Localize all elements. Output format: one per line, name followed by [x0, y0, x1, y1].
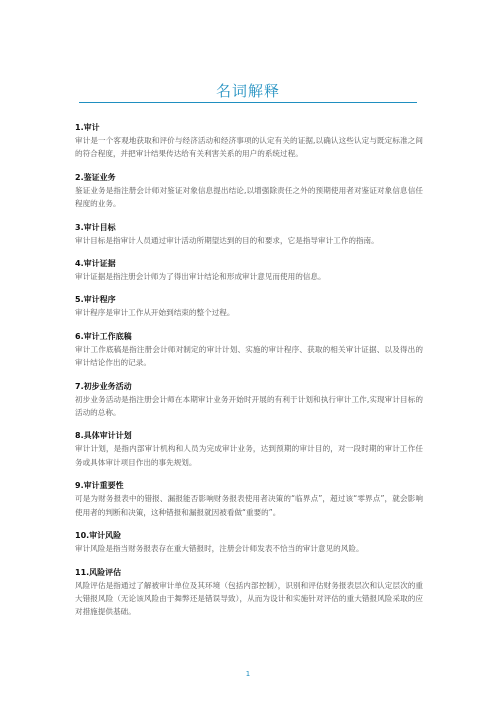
entry-definition: 可是为财务报表中的错报、漏报能否影响财务报表使用者决策的“临界点”，超过该“零界点”，就会影响使用者的判断和决策，这种错报和漏报就因被看做“重要的”。: [75, 494, 423, 517]
entry-term: 1.审计: [75, 123, 100, 132]
title-underline: [79, 102, 417, 103]
entry-definition: 审计是一个客观地获取和评价与经济活动和经济事项的认定有关的证据,以确认这些认定与既定标准之间的符合程度，并把审计结果传达给有关利害关系的用户的系统过程。: [75, 136, 423, 159]
glossary-entry: [75, 172, 423, 211]
glossary-list: [75, 122, 423, 630]
entry-definition: 审计程序是审计工作从开始到结束的整个过程。: [75, 308, 235, 318]
page-number: 1: [245, 670, 251, 678]
entry-term: 4.审计证据: [75, 259, 116, 269]
glossary-entry: [75, 258, 423, 283]
entry-term: 11.风险评估: [75, 567, 122, 577]
glossary-entry: [75, 331, 423, 370]
glossary-entry: [75, 530, 423, 555]
entry-definition: 鉴证业务是指注册会计师对鉴证对象信息提出结论,以增强除责任之外的预期使用者对鉴证对象信息信任程度的业务。: [75, 185, 423, 209]
entry-term: 8.具体审计计划: [75, 431, 132, 441]
entry-term: 2.鉴证业务: [75, 172, 116, 182]
entry-definition: 审计证据是指注册会计师为了得出审计结论和形成审计意见而使用的信息。: [75, 272, 326, 282]
glossary-entry: [75, 122, 423, 161]
entry-definition: 审计目标是指审计人员通过审计活动所期望达到的目的和要求，它是指导审计工作的指南。: [75, 235, 379, 245]
glossary-entry: [75, 222, 423, 247]
glossary-entry: [75, 294, 423, 319]
entry-term: 6.审计工作底稿: [75, 331, 132, 341]
entry-term: 7.初步业务活动: [75, 381, 132, 391]
glossary-entry: [75, 381, 423, 420]
entry-term: 9.审计重要性: [75, 481, 124, 491]
entry-term: 5.审计程序: [75, 295, 116, 305]
entry-term: 10.审计风险: [75, 531, 122, 541]
entry-definition: 审计风险是指当财务报表存在重大错报时，注册会计师发表不恰当的审计意见的风险。: [75, 544, 364, 554]
glossary-entry: [75, 430, 423, 469]
entry-definition: 风险评估是指通过了解被审计单位及其环境（包括内部控制），识别和评估财务报表层次和认定层次的重大错报风险（无论该风险由于舞弊还是错误导致），从而为设计和实施针对评估的重大错报风险采取的应对措施提供基础。: [75, 580, 423, 617]
glossary-entry: [75, 480, 423, 519]
entry-definition: 审计计划，是指内部审计机构和人员为完成审计业务，达到预期的审计目的，对一段时期的审计工作任务或具体审计项目作出的事先规划。: [75, 444, 423, 467]
entry-definition: 初步业务活动是指注册会计师在本期审计业务开始时开展的有利于计划和执行审计工作,实现审计目标的活动的总称。: [75, 394, 423, 418]
entry-term: 3.审计目标: [75, 222, 116, 232]
entry-definition: 审计工作底稿是指注册会计师对制定的审计计划、实施的审计程序、获取的相关审计证据、以及得出的审计结论作出的记录。: [75, 344, 423, 368]
glossary-entry: [75, 567, 423, 619]
page-title: 名词解释: [215, 82, 280, 100]
